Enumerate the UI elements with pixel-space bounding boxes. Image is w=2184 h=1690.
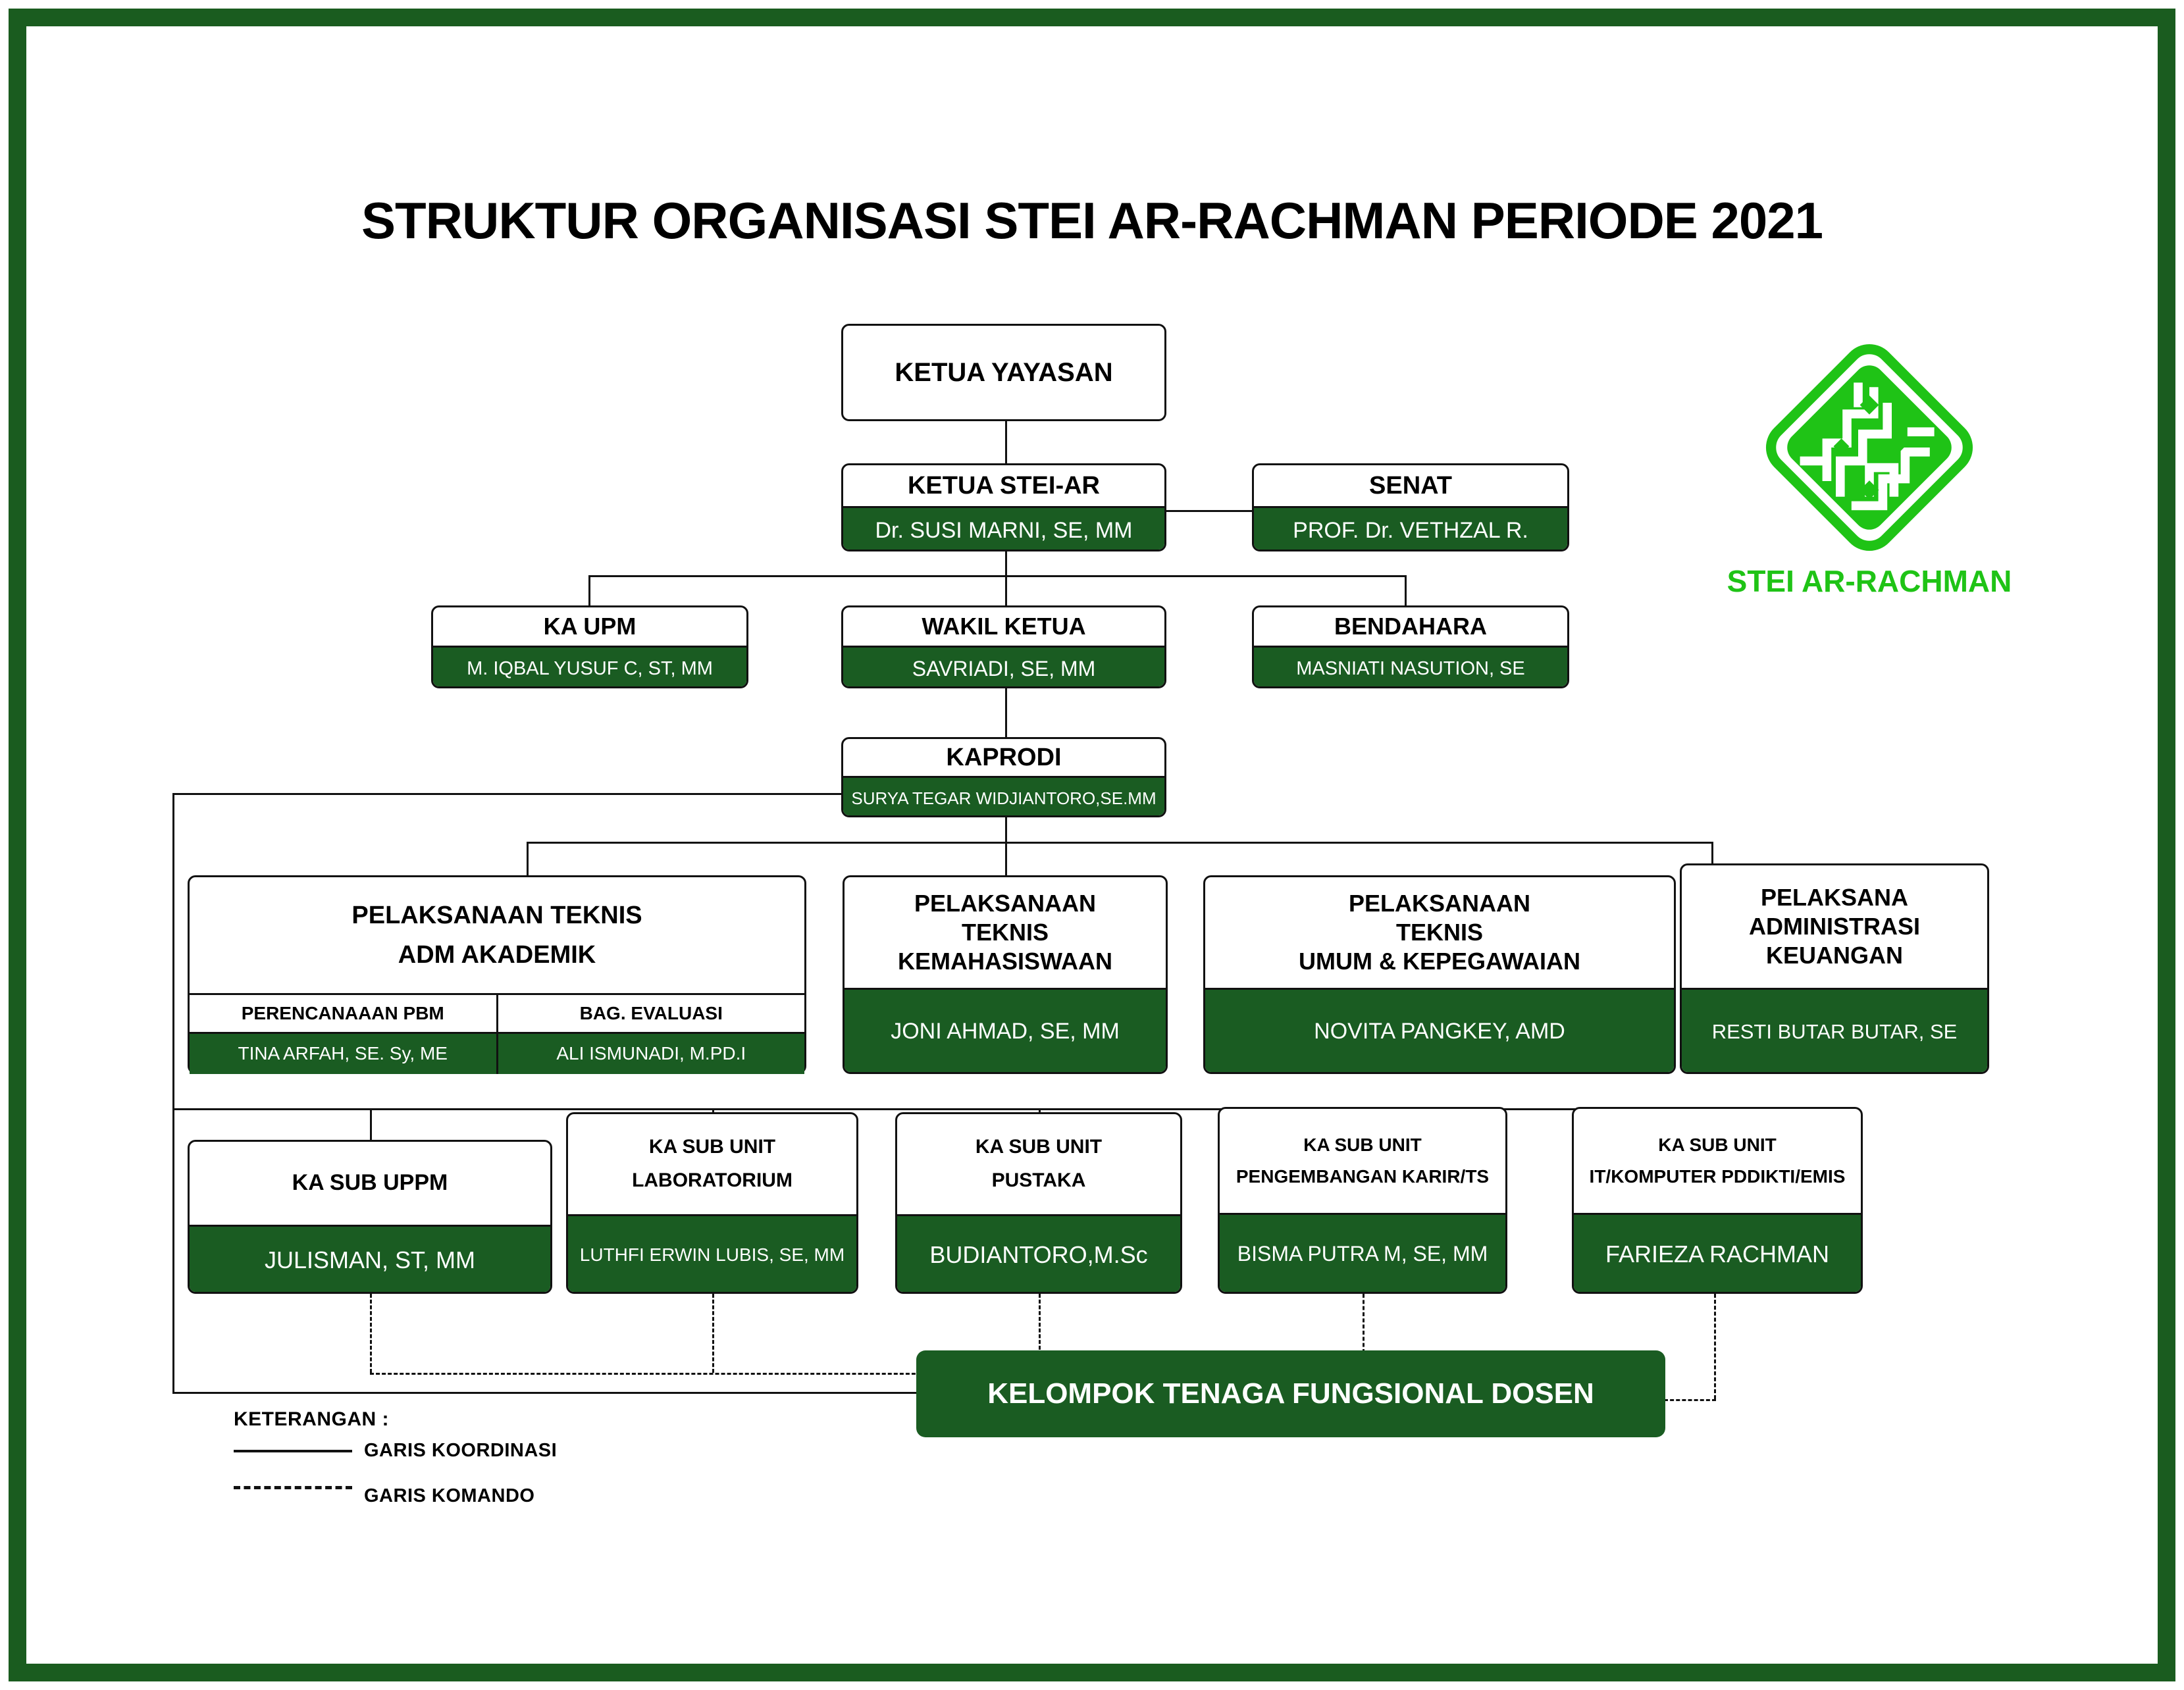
node-ka-sub-unit-laboratorium[interactable] — [566, 1112, 858, 1294]
dashed-lab-down — [712, 1294, 714, 1373]
node-title-block — [190, 877, 804, 993]
node-title-line3: KEUANGAN — [1765, 941, 1903, 969]
node-title: KAPRODI — [946, 743, 1062, 771]
dashed-bus-to-kelompok — [370, 1373, 922, 1375]
connector-drop-wakil — [1005, 575, 1007, 605]
node-bendahara[interactable] — [1252, 605, 1569, 688]
node-person-name: SAVRIADI, SE, MM — [843, 646, 1164, 688]
node-person-name: JULISMAN, ST, MM — [190, 1225, 550, 1294]
sub-node-person-name: TINA ARFAH, SE. Sy, ME — [190, 1032, 496, 1074]
node-pelaksanaan-teknis-umum-kepegawaian[interactable] — [1203, 875, 1676, 1074]
node-person-name: Dr. SUSI MARNI, SE, MM — [843, 506, 1164, 551]
node-title-line1: PELAKSANAAN — [914, 890, 1096, 917]
node-title-line2: PUSTAKA — [991, 1169, 1086, 1191]
node-title-line1: KA SUB UNIT — [975, 1136, 1103, 1158]
connector-wakil-kaprodi — [1005, 688, 1007, 737]
node-person-name: M. IQBAL YUSUF C, ST, MM — [433, 646, 746, 688]
connector-spine-top — [172, 793, 862, 795]
sub-node-perencanaan-pbm[interactable] — [190, 995, 498, 1074]
node-person-name: FARIEZA RACHMAN — [1574, 1213, 1861, 1294]
node-title-line1: KA SUB UNIT — [648, 1136, 776, 1158]
connector-drop-adm-akademik — [527, 842, 529, 876]
node-title-block — [1205, 877, 1674, 988]
node-title-block — [568, 1114, 856, 1214]
legend-heading: KETERANGAN : — [234, 1408, 389, 1430]
node-title-line1: PELAKSANAAN TEKNIS — [351, 901, 642, 929]
connector-drop-kemahasiswaan — [1005, 842, 1007, 876]
legend — [234, 1408, 557, 1507]
node-kaprodi[interactable] — [841, 737, 1166, 817]
dashed-it-down — [1714, 1294, 1716, 1399]
node-title-block — [1682, 865, 1987, 988]
connector-drop-bendahara — [1405, 575, 1407, 605]
node-title-block — [1220, 1109, 1505, 1213]
node-ketua-yayasan[interactable] — [841, 324, 1166, 421]
sub-node-person-name: ALI ISMUNADI, M.PD.I — [498, 1032, 805, 1074]
legend-label: GARIS KOORDINASI — [364, 1440, 558, 1461]
logo-block — [1685, 336, 2054, 625]
node-title-line2: ADM AKADEMIK — [398, 941, 596, 969]
node-title: KETUA YAYASAN — [895, 357, 1113, 387]
sub-node-title: PERENCANAAAN PBM — [241, 1002, 444, 1023]
node-title-line1: PELAKSANAAN — [1348, 890, 1530, 917]
connector-kaprodi-down — [1005, 816, 1007, 844]
node-title: KETUA STEI-AR — [907, 471, 1101, 499]
node-title-line1: KA SUB UNIT — [1658, 1134, 1777, 1155]
node-title-line3: KEMAHASISWAAN — [897, 947, 1112, 975]
node-ka-sub-unit-it-komputer[interactable] — [1572, 1107, 1863, 1294]
dashed-karir-down — [1363, 1294, 1365, 1353]
node-person-name: BISMA PUTRA M, SE, MM — [1220, 1213, 1505, 1294]
node-pelaksanaan-teknis-kemahasiswaan[interactable] — [843, 875, 1168, 1074]
node-title-line1: KA SUB UNIT — [1303, 1134, 1422, 1155]
connector-drop-ka-upm — [588, 575, 590, 605]
node-title-line3: UMUM & KEPEGAWAIAN — [1298, 947, 1580, 975]
node-title-line2: IT/KOMPUTER PDDIKTI/EMIS — [1589, 1166, 1846, 1187]
node-kelompok-tenaga-fungsional-dosen[interactable]: KELOMPOK TENAGA FUNGSIONAL DOSEN — [916, 1350, 1665, 1437]
connector-drop-ka-sub-uppm — [370, 1108, 372, 1140]
node-person-name: SURYA TEGAR WIDJIANTORO,SE.MM — [843, 776, 1164, 817]
node-title-line1: PELAKSANA — [1760, 884, 1908, 911]
connector-yayasan-ketua — [1005, 421, 1007, 463]
node-ka-sub-unit-pustaka[interactable] — [895, 1112, 1182, 1294]
connector-bus-row4 — [527, 842, 1711, 844]
dashed-it-to-kelompok — [1664, 1399, 1716, 1401]
connector-spine-bottom — [172, 1392, 923, 1394]
node-title: BENDAHARA — [1334, 613, 1487, 640]
node-person-name: JONI AHMAD, SE, MM — [845, 988, 1166, 1074]
node-ka-sub-unit-pengembangan-karir[interactable] — [1218, 1107, 1507, 1294]
node-title-block — [897, 1114, 1180, 1214]
dashed-line-swatch-icon — [234, 1486, 352, 1489]
node-title-line1: KA SUB UPPM — [292, 1170, 448, 1196]
node-senat[interactable] — [1252, 463, 1569, 551]
sub-node-title: BAG. EVALUASI — [579, 1002, 723, 1023]
sub-node-row — [190, 993, 804, 1074]
node-ketua-stei-ar[interactable] — [841, 463, 1166, 551]
node-title-block — [1574, 1109, 1861, 1213]
node-title: SENAT — [1369, 471, 1452, 499]
node-adm-akademik[interactable] — [188, 875, 806, 1074]
node-title-line2: PENGEMBANGAN KARIR/TS — [1235, 1166, 1490, 1187]
legend-item-koordinasi — [234, 1440, 557, 1462]
node-person-name: BUDIANTORO,M.Sc — [897, 1214, 1180, 1294]
node-person-name: LUTHFI ERWIN LUBIS, SE, MM — [568, 1214, 856, 1294]
node-title-line2: TEKNIS — [1395, 919, 1483, 946]
connector-ketua-senat — [1162, 510, 1252, 512]
connector-spine-vertical — [172, 793, 174, 1394]
node-title: KA UPM — [543, 613, 637, 640]
legend-item-komando — [234, 1468, 557, 1507]
stei-ar-rachman-logo-icon — [1757, 336, 1981, 559]
page-title: STRUKTUR ORGANISASI STEI AR-RACHMAN PERIODE 2021 — [361, 192, 1823, 249]
node-title-block — [190, 1142, 550, 1225]
logo-label: STEI AR-RACHMAN — [1727, 564, 2012, 598]
legend-label: GARIS KOMANDO — [364, 1485, 535, 1506]
node-pelaksana-administrasi-keuangan[interactable] — [1680, 863, 1989, 1074]
node-person-name: MASNIATI NASUTION, SE — [1254, 646, 1567, 688]
node-wakil-ketua[interactable] — [841, 605, 1166, 688]
node-person-name: NOVITA PANGKEY, AMD — [1205, 988, 1674, 1074]
node-person-name: RESTI BUTAR BUTAR, SE — [1682, 988, 1987, 1074]
connector-bus-row3 — [588, 575, 1407, 577]
connector-ketua-down — [1005, 551, 1007, 576]
solid-line-swatch-icon — [234, 1450, 352, 1452]
dashed-uppm-down — [370, 1294, 372, 1373]
node-title: WAKIL KETUA — [922, 613, 1086, 640]
node-ka-sub-uppm[interactable] — [188, 1140, 552, 1294]
sub-node-bag-evaluasi[interactable] — [498, 995, 805, 1074]
node-title-block — [845, 877, 1166, 988]
node-title-line2: TEKNIS — [961, 919, 1049, 946]
node-person-name: PROF. Dr. VETHZAL R. — [1254, 506, 1567, 551]
node-ka-upm[interactable] — [431, 605, 748, 688]
node-title-line2: ADMINISTRASI — [1749, 913, 1920, 940]
node-title-line2: LABORATORIUM — [632, 1169, 793, 1191]
